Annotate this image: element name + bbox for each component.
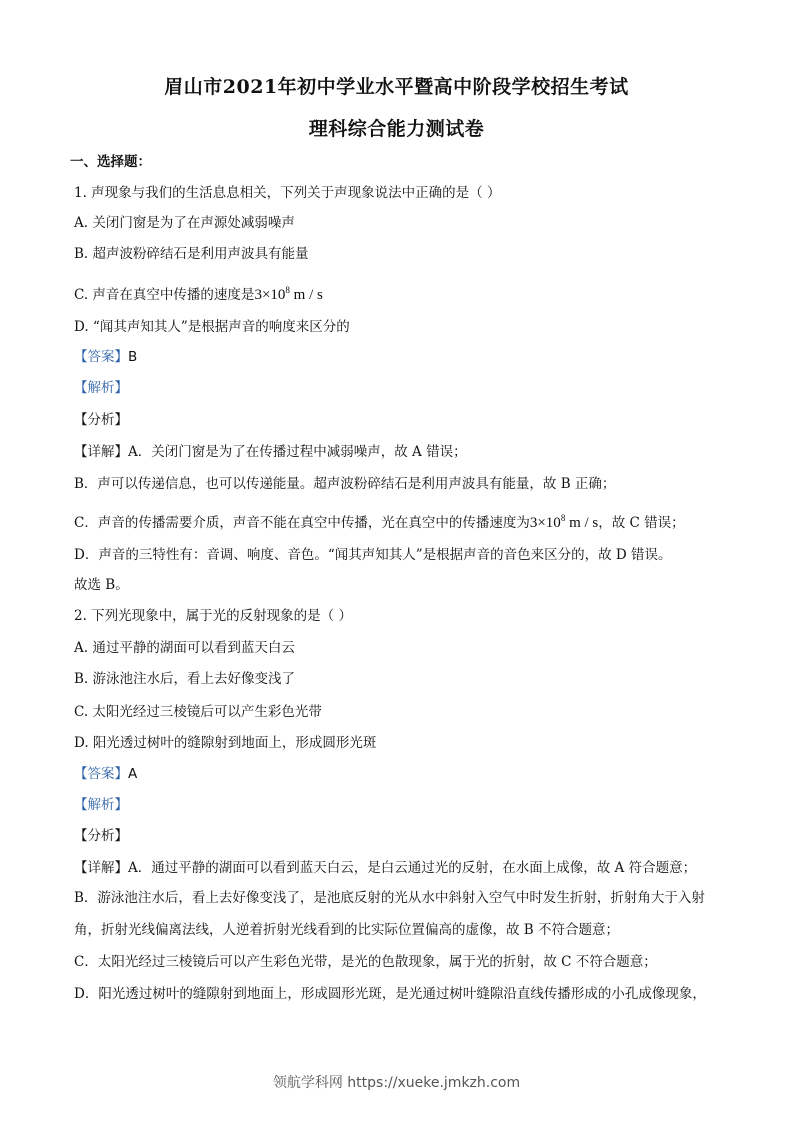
q1-analysis-tag: 【解析】	[74, 380, 128, 396]
speed-formula	[254, 287, 322, 303]
q1-detail-c-end: ，故 C 错误；	[598, 515, 685, 531]
q1-option-b: B. 超声波粉碎结石是利用声波具有能量	[74, 246, 309, 262]
answer-tag: 【答案】	[74, 349, 128, 365]
q2-option-a: A. 通过平静的湖面可以看到蓝天白云	[74, 640, 295, 656]
q1-detail-d: D．声音的三特性有：音调、响度、音色。“闻其声知其人”是根据声音的音色来区分的，故 D 错误。	[74, 547, 672, 563]
q1-option-d: D. “闻其声知其人”是根据声音的响度来区分的	[74, 319, 350, 335]
q1-fenxi: 【分析】	[74, 412, 128, 428]
section-heading: 一、选择题：	[70, 154, 151, 170]
q2-option-b: B. 游泳池注水后，看上去好像变浅了	[74, 671, 296, 687]
q1-detail-c-text: C．声音的传播需要介质，声音不能在真空中传播，光在真空中的传播速度为	[74, 515, 530, 531]
light-speed-unit: m / s	[569, 515, 599, 531]
q1-detail-b: B．声可以传递信息，也可以传递能量。超声波粉碎结石是利用声波具有能量，故 B 正确；	[74, 476, 616, 492]
q1-answer	[74, 348, 137, 366]
light-speed-exp: 8	[560, 513, 566, 523]
q2-fenxi: 【分析】	[74, 828, 128, 844]
page-subtitle: 理科综合能力测试卷	[308, 118, 485, 140]
speed-unit: m / s	[293, 287, 323, 303]
q2-detail-a: 【详解】A．通过平静的湖面可以看到蓝天白云，是白云通过光的反射，在水面上成像，故 A 符合题意；	[74, 860, 697, 876]
q1-option-c	[74, 281, 323, 304]
light-speed-formula	[530, 515, 598, 531]
speed-exp: 8	[285, 285, 290, 295]
q2-option-c: C. 太阳光经过三棱镜后可以产生彩色光带	[74, 704, 322, 720]
q2-detail-b2: 角，折射光线偏离法线，人逆着折射光线看到的比实际位置偏高的虚像，故 B 不符合题意；	[74, 922, 620, 938]
answer-value: B	[128, 349, 138, 365]
q2-answer	[74, 765, 137, 783]
q2-stem: 2. 下列光现象中，属于光的反射现象的是（ ）	[74, 608, 352, 624]
q1-option-a: A. 关闭门窗是为了在声源处减弱噪声	[74, 215, 295, 231]
q2-detail-b1: B．游泳池注水后，看上去好像变浅了，是池底反射的光从水中斜射入空气中时发生折射，折射角大于入射	[74, 890, 705, 906]
light-speed-coef: 3×10	[529, 515, 561, 531]
q2-detail-c: C．太阳光经过三棱镜后可以产生彩色光带，是光的色散现象，属于光的折射，故 C 不符合题意；	[74, 954, 657, 970]
speed-coef: 3×10	[254, 287, 286, 303]
page-title: 眉山市2021年初中学业水平暨高中阶段学校招生考试	[164, 76, 629, 98]
q2-detail-d: D．阳光透过树叶的缝隙射到地面上，形成圆形光斑，是光通过树叶缝隙沿直线传播形成的小孔成像现象，	[74, 986, 706, 1002]
q2-analysis-tag: 【解析】	[74, 797, 128, 813]
q1-conclusion: 故选 B。	[74, 577, 129, 593]
q1-stem: 1. 声现象与我们的生活息息相关，下列关于声现象说法中正确的是（ ）	[74, 185, 501, 201]
answer-tag: 【答案】	[74, 766, 128, 782]
q1-detail-c	[74, 509, 685, 532]
q1-detail-a: 【详解】A．关闭门窗是为了在传播过程中减弱噪声，故 A 错误；	[74, 444, 467, 460]
q1-option-c-text: C. 声音在真空中传播的速度是	[74, 287, 255, 303]
q2-option-d: D. 阳光透过树叶的缝隙射到地面上，形成圆形光斑	[74, 735, 377, 751]
footer-watermark: 领航学科网 https://xueke.jmkzh.com	[272, 1075, 521, 1091]
answer-value: A	[128, 766, 138, 782]
